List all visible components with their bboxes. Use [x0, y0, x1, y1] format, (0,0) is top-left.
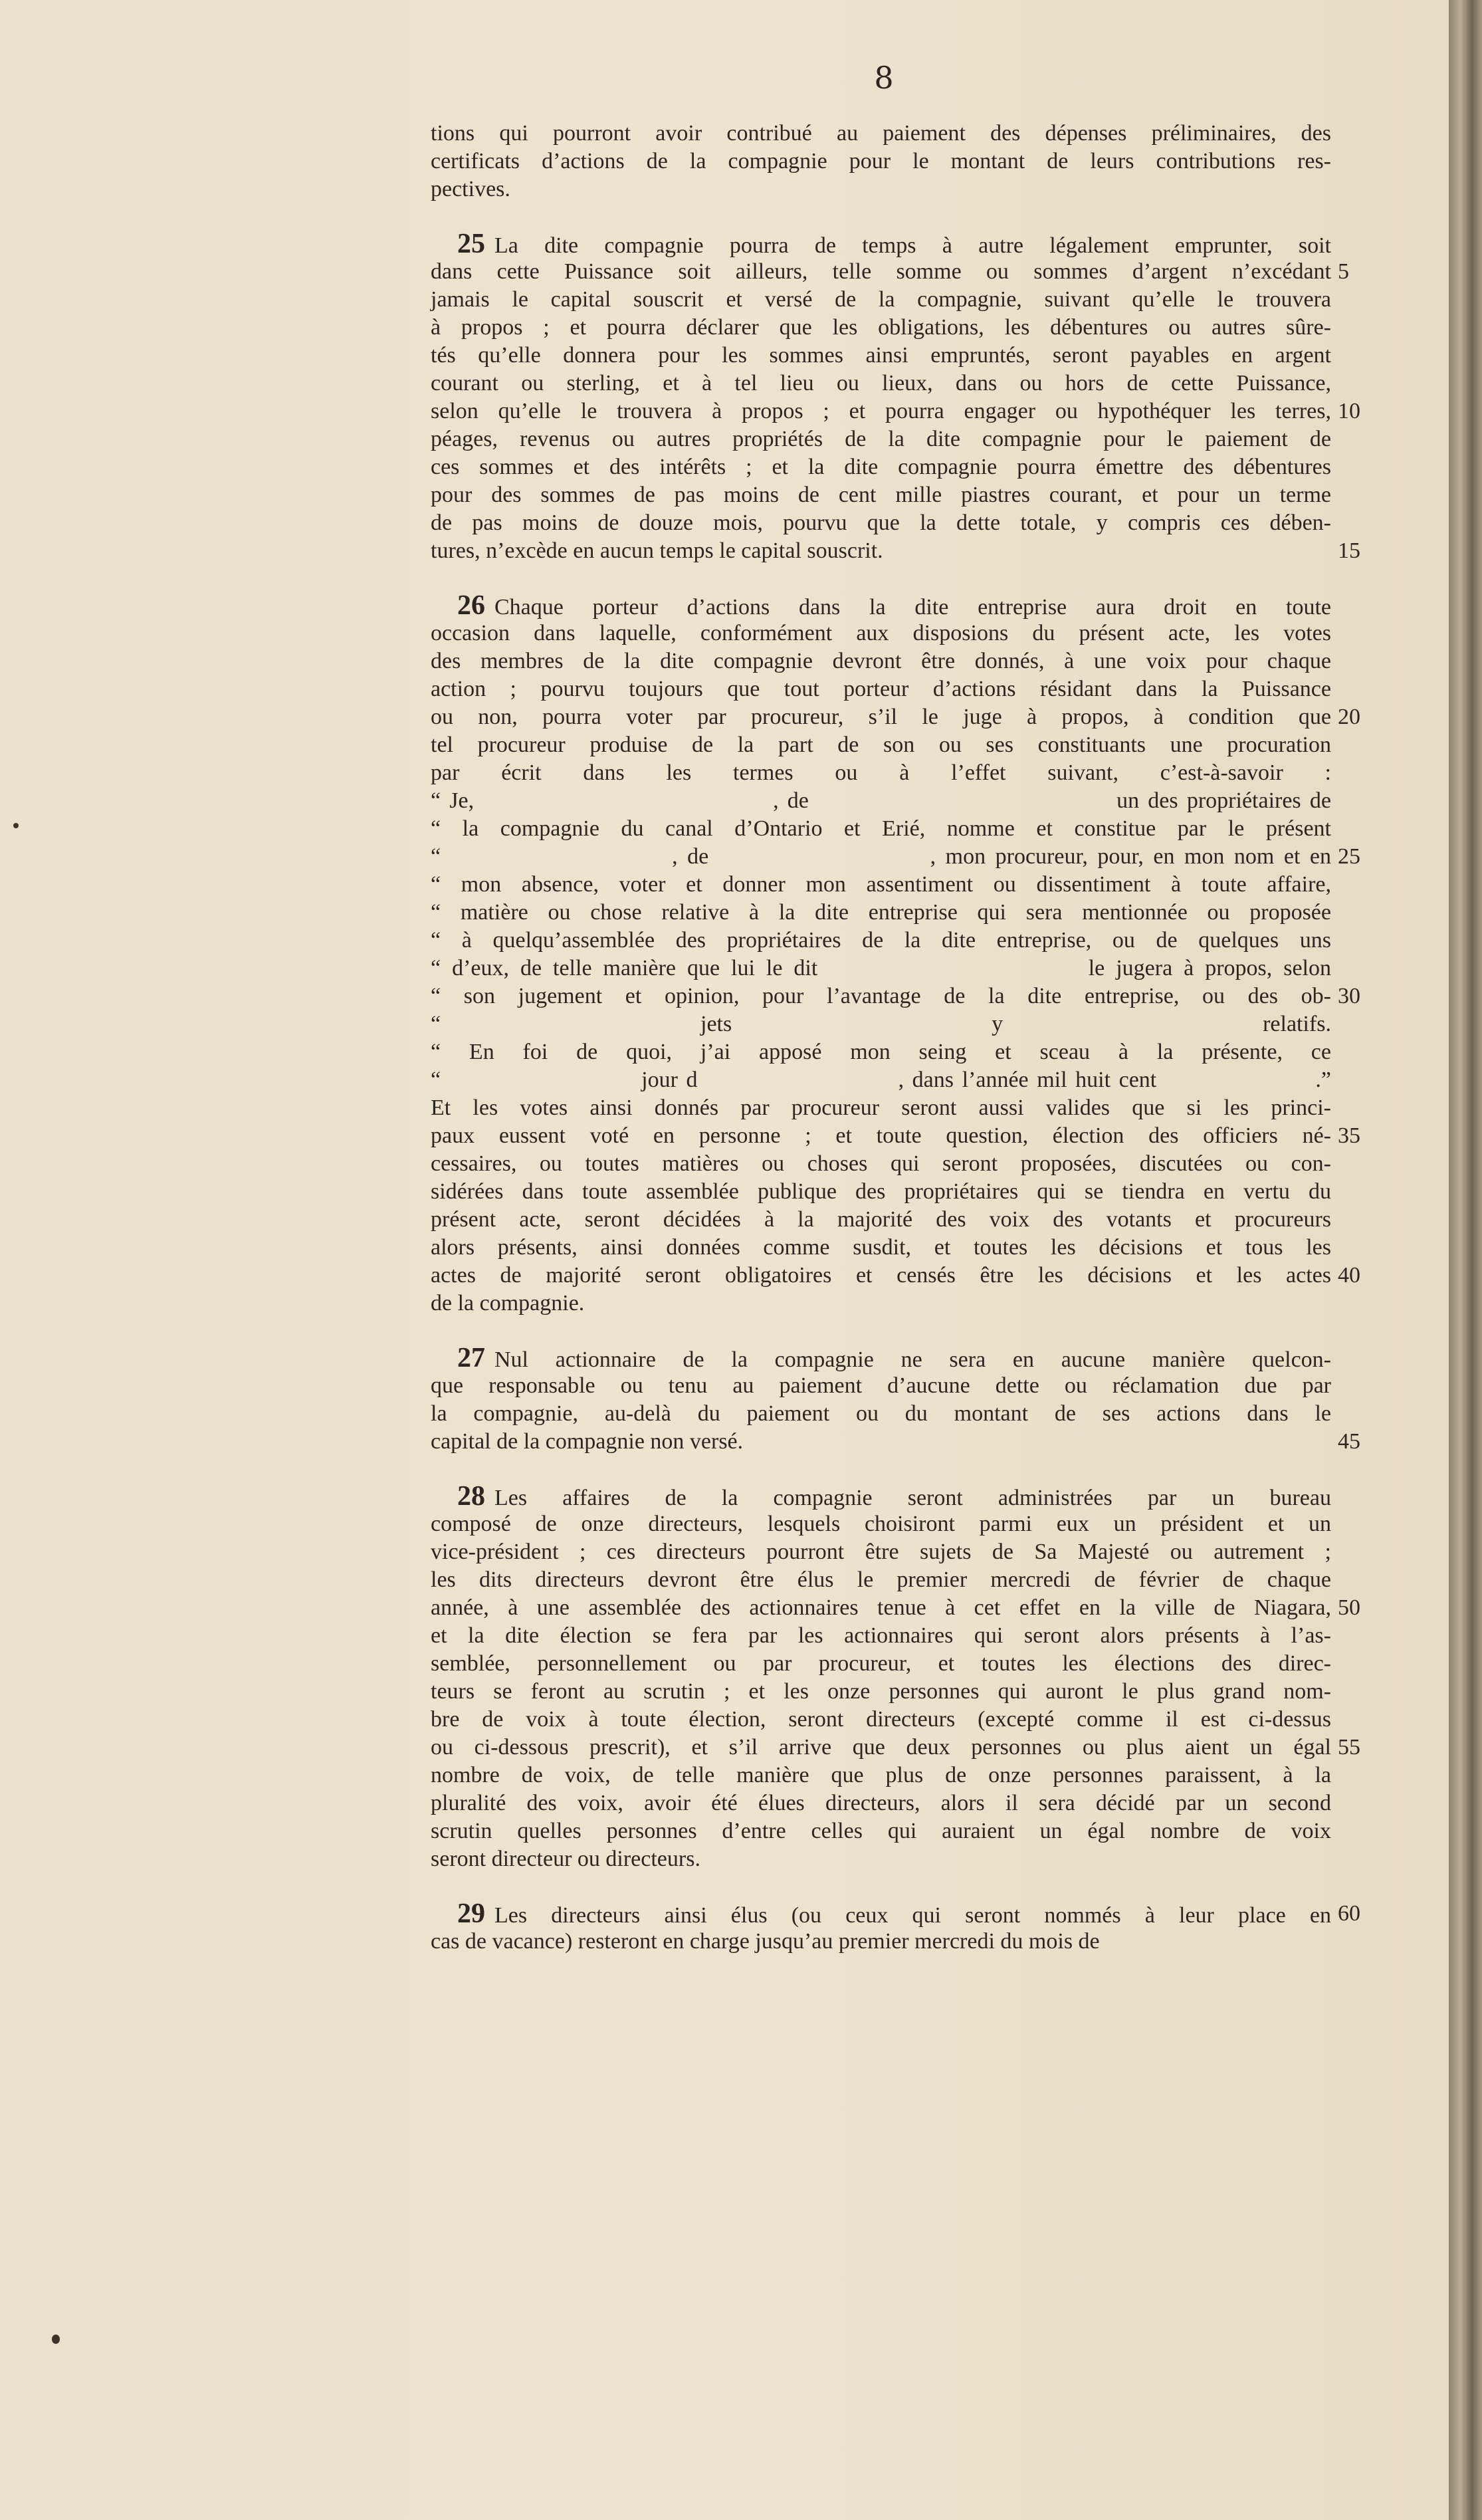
- text-line: [431, 1510, 1331, 1538]
- page-binding-edge: [1449, 0, 1482, 2520]
- line-text: de la compagnie.: [431, 1291, 585, 1316]
- line-number: 25: [1338, 844, 1360, 869]
- line-text: Nul actionnaire de la compagnie ne sera en aucune manière quelcon-: [494, 1347, 1331, 1372]
- text-line: [431, 1845, 1331, 1873]
- text-line: [431, 1178, 1331, 1206]
- text-line: [431, 398, 1360, 425]
- line-text: “ jour d , dans l’année mil huit cent .”: [431, 1068, 1331, 1092]
- line-text: paux eussent voté en personne ; et toute question, élection des officiers né-: [431, 1123, 1331, 1148]
- line-text: à propos ; et pourra déclarer que les obligations, les débentures ou autres sûre-: [431, 315, 1331, 340]
- text-line: [431, 982, 1360, 1010]
- text-line: [431, 1622, 1331, 1650]
- line-text: jamais le capital souscrit et versé de la compagnie, suivant qu’elle le trouvera: [431, 287, 1331, 312]
- text-line: [431, 1817, 1331, 1845]
- line-text: semblée, personnellement ou par procureur, et toutes les élections des direc-: [431, 1651, 1331, 1676]
- line-text: des membres de la dite compagnie devront être donnés, à une voix pour chaque: [431, 649, 1331, 673]
- line-text: “ la compagnie du canal d’Ontario et Erié, nomme et constitue par le présent: [431, 816, 1331, 841]
- text-line: [431, 148, 1331, 175]
- line-text: action ; pourvu toujours que tout porteur d’actions résidant dans la Puissance: [431, 677, 1331, 701]
- text-line: [431, 1150, 1331, 1178]
- line-text: bre de voix à toute élection, seront directeurs (excepté comme il est ci-dessus: [431, 1707, 1331, 1732]
- line-number: 15: [1338, 538, 1360, 563]
- text-line: [431, 1372, 1331, 1400]
- line-number: 10: [1338, 399, 1360, 423]
- text-line: [431, 314, 1331, 342]
- paragraph-29: [431, 1898, 1360, 1956]
- text-line: [431, 815, 1331, 843]
- text-line: [431, 759, 1331, 787]
- section-number: 28: [457, 1481, 485, 1512]
- text-line: [431, 787, 1331, 815]
- text-line: [431, 258, 1349, 286]
- text-line: [431, 453, 1331, 481]
- text-line: [431, 899, 1331, 927]
- line-text: tures, n’excède en aucun temps le capital souscrit.: [431, 538, 883, 563]
- text-line: [431, 1094, 1331, 1122]
- line-text: ou ci-dessous prescrit), et s’il arrive que deux personnes ou plus aient un égal: [431, 1735, 1331, 1760]
- line-number: 50: [1338, 1595, 1360, 1620]
- text-line: [431, 1566, 1331, 1594]
- text-line: [431, 1898, 1360, 1929]
- paragraph-28: [431, 1481, 1360, 1873]
- line-text: cessaires, ou toutes matières ou choses qui seront proposées, discutées ou con-: [431, 1151, 1331, 1176]
- section-number: 29: [457, 1898, 485, 1929]
- line-text: “ d’eux, de telle manière que lui le dit le jugera à propos, selon: [431, 956, 1331, 980]
- text-line: [431, 425, 1331, 453]
- line-text: la compagnie, au-delà du paiement ou du montant de ses actions dans le: [431, 1401, 1331, 1426]
- section-number: 25: [457, 229, 485, 259]
- text-line: [431, 1706, 1331, 1734]
- line-text: actes de majorité seront obligatoires et censés être les décisions et les actes: [431, 1263, 1331, 1288]
- text-line: [431, 871, 1331, 899]
- text-line: [431, 1038, 1331, 1066]
- line-text: La dite compagnie pourra de temps à autre légalement emprunter, soit: [494, 233, 1331, 258]
- text-line: [431, 1344, 1331, 1372]
- text-line: [431, 1482, 1331, 1510]
- text-line: [431, 1400, 1331, 1428]
- line-text: courant ou sterling, et à tel lieu ou lieux, dans ou hors de cette Puissance,: [431, 371, 1331, 396]
- line-text: dans cette Puissance soit ailleurs, telle somme ou sommes d’argent n’excédant: [431, 259, 1331, 284]
- text-line: [431, 675, 1331, 703]
- text-line: [431, 1206, 1331, 1234]
- line-text: tel procureur produise de la part de son ou ses constituants une procuration: [431, 733, 1331, 757]
- line-text: “ En foi de quoi, j’ai apposé mon seing et sceau à la présente, ce: [431, 1040, 1331, 1064]
- line-text: “ à quelqu’assemblée des propriétaires de la dite entreprise, ou de quelques uns: [431, 928, 1331, 953]
- text-line: [431, 230, 1331, 258]
- page-number: 8: [874, 60, 894, 96]
- line-text: de pas moins de douze mois, pourvu que la dette totale, y compris ces dében-: [431, 511, 1331, 535]
- line-text: péages, revenus ou autres propriétés de la dite compagnie pour le paiement de: [431, 427, 1331, 451]
- paragraph-continued: [431, 120, 1331, 203]
- text-line: [431, 1290, 1331, 1317]
- text-line: [431, 537, 1360, 565]
- text-line: [431, 481, 1331, 509]
- line-text: teurs se feront au scrutin ; et les onze personnes qui auront le plus grand nom-: [431, 1679, 1331, 1704]
- text-line: [431, 620, 1331, 647]
- line-text: “ Je, , de un des propriétaires de: [431, 788, 1331, 813]
- line-text: Chaque porteur d’actions dans la dite entreprise aura droit en toute: [494, 595, 1331, 620]
- paper-speck: [52, 2335, 60, 2344]
- text-line: [431, 1428, 1360, 1456]
- text-line: [431, 509, 1331, 537]
- text-line: [431, 1734, 1360, 1762]
- text-line: [431, 175, 1331, 203]
- text-line: [431, 1538, 1331, 1566]
- section-number: 27: [457, 1343, 485, 1373]
- line-text: Les affaires de la compagnie seront administrées par un bureau: [494, 1486, 1331, 1510]
- line-text: capital de la compagnie non versé.: [431, 1429, 744, 1454]
- line-text: cas de vacance) resteront en charge jusqu’au premier mercredi du mois de: [431, 1929, 1100, 1954]
- line-text: seront directeur ou directeurs.: [431, 1847, 700, 1871]
- line-text: ces sommes et des intérêts ; et la dite compagnie pourra émettre des débentures: [431, 455, 1331, 479]
- line-text: les dits directeurs devront être élus le premier mercredi de février de chaque: [431, 1567, 1331, 1592]
- line-text: “ , de , mon procureur, pour, en mon nom et en: [431, 844, 1331, 869]
- paragraph-25: [431, 229, 1360, 565]
- line-number: 30: [1338, 984, 1360, 1008]
- text-line: [431, 1066, 1331, 1094]
- text-line: [431, 703, 1360, 731]
- line-text: “ jets y relatifs.: [431, 1012, 1331, 1036]
- text-line: [431, 927, 1331, 955]
- document-body: [431, 120, 1360, 1982]
- text-line: [431, 1122, 1360, 1150]
- line-text: composé de onze directeurs, lesquels choisiront parmi eux un président et un: [431, 1512, 1331, 1536]
- line-text: pectives.: [431, 177, 510, 201]
- text-line: [431, 1928, 1331, 1956]
- line-text: Les directeurs ainsi élus (ou ceux qui seront nommés à leur place en: [494, 1903, 1331, 1928]
- line-text: “ matière ou chose relative à la dite entreprise qui sera mentionnée ou proposée: [431, 900, 1331, 925]
- line-number: 45: [1338, 1429, 1360, 1454]
- text-line: [431, 1762, 1331, 1789]
- text-line: [431, 1262, 1360, 1290]
- line-number: 60: [1338, 1901, 1360, 1926]
- text-line: [431, 592, 1331, 620]
- line-number: 40: [1338, 1263, 1360, 1288]
- text-line: [431, 647, 1331, 675]
- line-text: présent acte, seront décidées à la majorité des voix des votants et procureurs: [431, 1207, 1331, 1232]
- text-line: [431, 286, 1331, 314]
- line-text: sidérées dans toute assemblée publique des propriétaires qui se tiendra en vertu du: [431, 1179, 1331, 1204]
- line-text: certificats d’actions de la compagnie pour le montant de leurs contributions res-: [431, 149, 1331, 173]
- line-text: année, à une assemblée des actionnaires tenue à cet effet en la ville de Niagara,: [431, 1595, 1331, 1620]
- line-number: 5: [1338, 259, 1349, 284]
- line-text: nombre de voix, de telle manière que plus de onze personnes paraissent, à la: [431, 1763, 1331, 1787]
- text-line: [431, 1650, 1331, 1678]
- line-text: scrutin quelles personnes d’entre celles qui auraient un égal nombre de voix: [431, 1819, 1331, 1843]
- line-text: tés qu’elle donnera pour les sommes ainsi empruntés, seront payables en argent: [431, 343, 1331, 368]
- line-text: selon qu’elle le trouvera à propos ; et pourra engager ou hypothéquer les terres,: [431, 399, 1331, 423]
- line-text: ou non, pourra voter par procureur, s’il le juge à propos, à condition que: [431, 705, 1331, 729]
- text-line: [431, 1594, 1360, 1622]
- line-text: que responsable ou tenu au paiement d’aucune dette ou réclamation due par: [431, 1373, 1331, 1398]
- text-line: [431, 1789, 1331, 1817]
- paper-speck: [13, 823, 19, 828]
- text-line: [431, 731, 1331, 759]
- text-line: [431, 1010, 1331, 1038]
- line-text: vice-président ; ces directeurs pourront être sujets de Sa Majesté ou autrement ;: [431, 1540, 1331, 1564]
- line-text: par écrit dans les termes ou à l’effet suivant, c’est-à-savoir :: [431, 760, 1331, 785]
- line-text: Et les votes ainsi donnés par procureur seront aussi valides que si les princi-: [431, 1095, 1331, 1120]
- line-number: 35: [1338, 1123, 1360, 1148]
- line-text: et la dite élection se fera par les actionnaires qui seront alors présents à l’as-: [431, 1623, 1331, 1648]
- line-number: 55: [1338, 1735, 1360, 1760]
- text-line: [431, 342, 1331, 370]
- text-line: [431, 1234, 1331, 1262]
- line-text: pluralité des voix, avoir été élues directeurs, alors il sera décidé par un second: [431, 1791, 1331, 1815]
- line-text: alors présents, ainsi données comme susdit, et toutes les décisions et tous les: [431, 1235, 1331, 1260]
- line-text: occasion dans laquelle, conformément aux disposions du présent acte, les votes: [431, 621, 1331, 645]
- text-line: [431, 120, 1331, 148]
- line-text: “ son jugement et opinion, pour l’avantage de la dite entreprise, ou des ob-: [431, 984, 1331, 1008]
- line-number: 20: [1338, 705, 1360, 729]
- paragraph-27: [431, 1343, 1360, 1456]
- text-line: [431, 370, 1331, 398]
- text-line: [431, 843, 1360, 871]
- line-text: “ mon absence, voter et donner mon assentiment ou dissentiment à toute affaire,: [431, 872, 1331, 897]
- section-number: 26: [457, 590, 485, 621]
- line-text: pour des sommes de pas moins de cent mille piastres courant, et pour un terme: [431, 483, 1331, 507]
- text-line: [431, 955, 1331, 982]
- text-line: [431, 1678, 1331, 1706]
- line-text: tions qui pourront avoir contribué au paiement des dépenses préliminaires, des: [431, 121, 1331, 146]
- paragraph-26: [431, 590, 1360, 1317]
